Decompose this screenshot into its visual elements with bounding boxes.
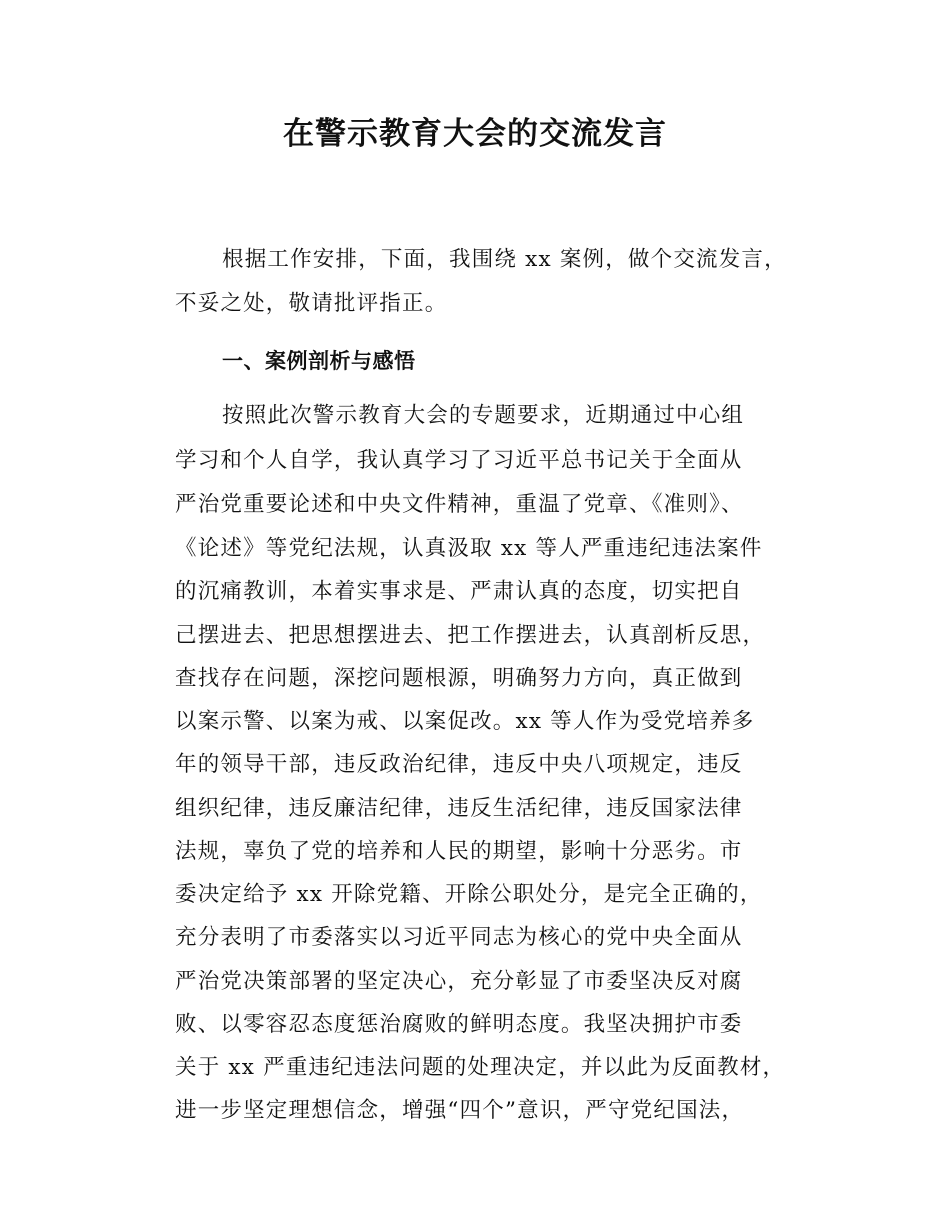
body-line: 关于 xx 严重违纪违法问题的处理决定，并以此为反面教材， — [175, 1055, 786, 1080]
body-line: 年的领导干部，违反政治纪律，违反中央八项规定，违反 — [175, 752, 743, 777]
body-line: 进一步坚定理想信念，增强“四个”意识，严守党纪国法， — [175, 1098, 745, 1123]
body-line: 以案示警、以案为戒、以案促改。xx 等人作为受党培养多 — [175, 709, 755, 734]
body-line: 充分表明了市委落实以习近平同志为核心的党中央全面从 — [175, 925, 743, 950]
body-line: 查找存在问题，深挖问题根源，明确努力方向，真正做到 — [175, 666, 743, 691]
section-heading: 一、案例剖析与感悟 — [222, 349, 416, 373]
intro-line: 根据工作安排，下面，我围绕 xx 案例，做个交流发言， — [222, 247, 787, 272]
body-line: 法规，辜负了党的培养和人民的期望，影响十分恶劣。市 — [175, 839, 743, 864]
body-line: 组织纪律，违反廉洁纪律，违反生活纪律，违反国家法律 — [175, 796, 743, 821]
intro-line: 不妥之处，敬请批评指正。 — [175, 291, 448, 316]
body-line: 的沉痛教训，本着实事求是、严肃认真的态度，切实把自 — [175, 579, 743, 604]
body-line: 严治党重要论述和中央文件精神，重温了党章、《准则》、 — [175, 492, 744, 517]
document-title: 在警示教育大会的交流发言 — [283, 116, 667, 152]
body-line: 《论述》等党纪法规，认真汲取 xx 等人严重违纪违法案件 — [175, 536, 763, 561]
body-line: 败、以零容忍态度惩治腐败的鲜明态度。我坚决拥护市委 — [175, 1012, 743, 1037]
body-line: 严治党决策部署的坚定决心，充分彰显了市委坚决反对腐 — [175, 969, 743, 994]
body-line: 学习和个人自学，我认真学习了习近平总书记关于全面从 — [175, 448, 743, 473]
body-line: 按照此次警示教育大会的专题要求，近期通过中心组 — [222, 403, 745, 428]
body-line: 己摆进去、把思想摆进去、把工作摆进去，认真剖析反思， — [175, 623, 766, 648]
body-line: 委决定给予 xx 开除党籍、开除公职处分，是完全正确的， — [175, 882, 763, 907]
